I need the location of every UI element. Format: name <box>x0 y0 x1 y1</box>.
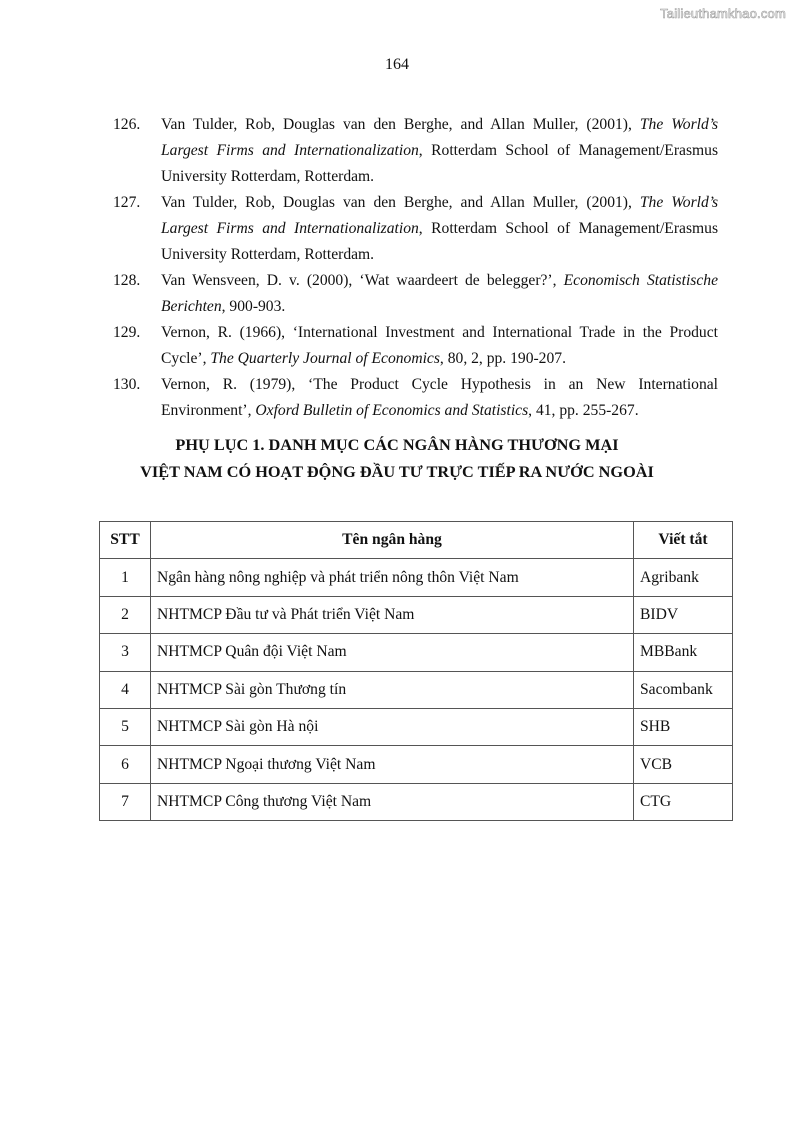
page-number: 164 <box>385 56 409 73</box>
cell-abbreviation: BIDV <box>634 596 733 633</box>
reference-number: 127. <box>113 194 141 211</box>
cell-bank-name: NHTMCP Sài gòn Hà nội <box>151 708 634 745</box>
cell-bank-name: NHTMCP Ngoại thương Việt Nam <box>151 746 634 783</box>
reference-text <box>161 112 718 190</box>
cell-abbreviation: CTG <box>634 783 733 820</box>
appendix-title <box>0 431 794 485</box>
table-row <box>100 708 733 745</box>
header-bank-name: Tên ngân hàng <box>151 522 634 559</box>
cell-bank-name: NHTMCP Đầu tư và Phát triển Việt Nam <box>151 596 634 633</box>
reference-title: The Quarterly Journal of Economics <box>210 350 440 367</box>
reference-publisher: , Rotterdam School of Management/Erasmus University Rotterdam, Rotterdam. <box>161 220 719 263</box>
table-row <box>100 783 733 820</box>
reference-item <box>113 372 718 424</box>
reference-authors: Van Tulder, Rob, Douglas van den Berghe, and Allan Muller, (2001), <box>161 116 640 133</box>
cell-abbreviation: Sacombank <box>634 671 733 708</box>
header-stt: STT <box>100 522 151 559</box>
reference-title: Oxford Bulletin of Economics and Statistics <box>255 402 529 419</box>
table-row <box>100 671 733 708</box>
table-row <box>100 634 733 671</box>
reference-authors: Van Tulder, Rob, Douglas van den Berghe, and Allan Muller, (2001), <box>161 194 640 211</box>
cell-stt: 1 <box>100 559 151 596</box>
reference-authors: Vernon, R. (1966), ‘International Investment and International Trade in the Product Cycle’, <box>161 324 718 367</box>
cell-stt: 6 <box>100 746 151 783</box>
reference-item <box>113 112 718 190</box>
cell-bank-name: NHTMCP Sài gòn Thương tín <box>151 671 634 708</box>
reference-item <box>113 320 718 372</box>
header-abbreviation: Viết tắt <box>634 522 733 559</box>
cell-stt: 7 <box>100 783 151 820</box>
reference-number: 128. <box>113 272 141 289</box>
reference-number: 129. <box>113 324 141 341</box>
reference-text <box>161 320 718 372</box>
table-row <box>100 596 733 633</box>
cell-stt: 5 <box>100 708 151 745</box>
reference-text <box>161 372 718 424</box>
appendix-title-line: VIỆT NAM CÓ HOẠT ĐỘNG ĐẦU TƯ TRỰC TIẾP RA NƯỚC NGOÀI <box>140 462 654 481</box>
reference-authors: Vernon, R. (1979), ‘The Product Cycle Hypothesis in an New International Environment’, <box>161 376 718 419</box>
reference-publisher: , Rotterdam School of Management/Erasmus University Rotterdam, Rotterdam. <box>161 142 719 185</box>
reference-text <box>161 190 718 268</box>
reference-title: Economisch Statistische Berichten <box>161 272 718 315</box>
cell-stt: 3 <box>100 634 151 671</box>
reference-title: The World’s Largest Firms and Internationalization <box>161 116 719 159</box>
reference-number: 126. <box>113 116 141 133</box>
reference-publisher: , 80, 2, pp. 190-207. <box>439 350 566 367</box>
cell-stt: 4 <box>100 671 151 708</box>
table-header-row <box>100 522 733 559</box>
cell-bank-name: NHTMCP Quân đội Việt Nam <box>151 634 634 671</box>
watermark: Tailieuthamkhao.com <box>660 6 786 21</box>
reference-list <box>113 112 718 424</box>
reference-item <box>113 190 718 268</box>
reference-item <box>113 268 718 320</box>
cell-abbreviation: Agribank <box>634 559 733 596</box>
reference-authors: Van Wensveen, D. v. (2000), ‘Wat waardeert de belegger?’, <box>161 272 564 289</box>
cell-abbreviation: MBBank <box>634 634 733 671</box>
reference-text <box>161 268 718 320</box>
cell-abbreviation: VCB <box>634 746 733 783</box>
reference-publisher: , 41, pp. 255-267. <box>528 402 639 419</box>
cell-abbreviation: SHB <box>634 708 733 745</box>
bank-table <box>99 521 733 821</box>
cell-bank-name: NHTMCP Công thương Việt Nam <box>151 783 634 820</box>
table-row <box>100 746 733 783</box>
reference-publisher: , 900-903. <box>221 298 286 315</box>
reference-number: 130. <box>113 376 141 393</box>
reference-title: The World’s Largest Firms and Internationalization <box>161 194 719 237</box>
cell-stt: 2 <box>100 596 151 633</box>
table-row <box>100 559 733 596</box>
cell-bank-name: Ngân hàng nông nghiệp và phát triển nông thôn Việt Nam <box>151 559 634 596</box>
appendix-title-line: PHỤ LỤC 1. DANH MỤC CÁC NGÂN HÀNG THƯƠNG MẠI <box>175 435 619 454</box>
